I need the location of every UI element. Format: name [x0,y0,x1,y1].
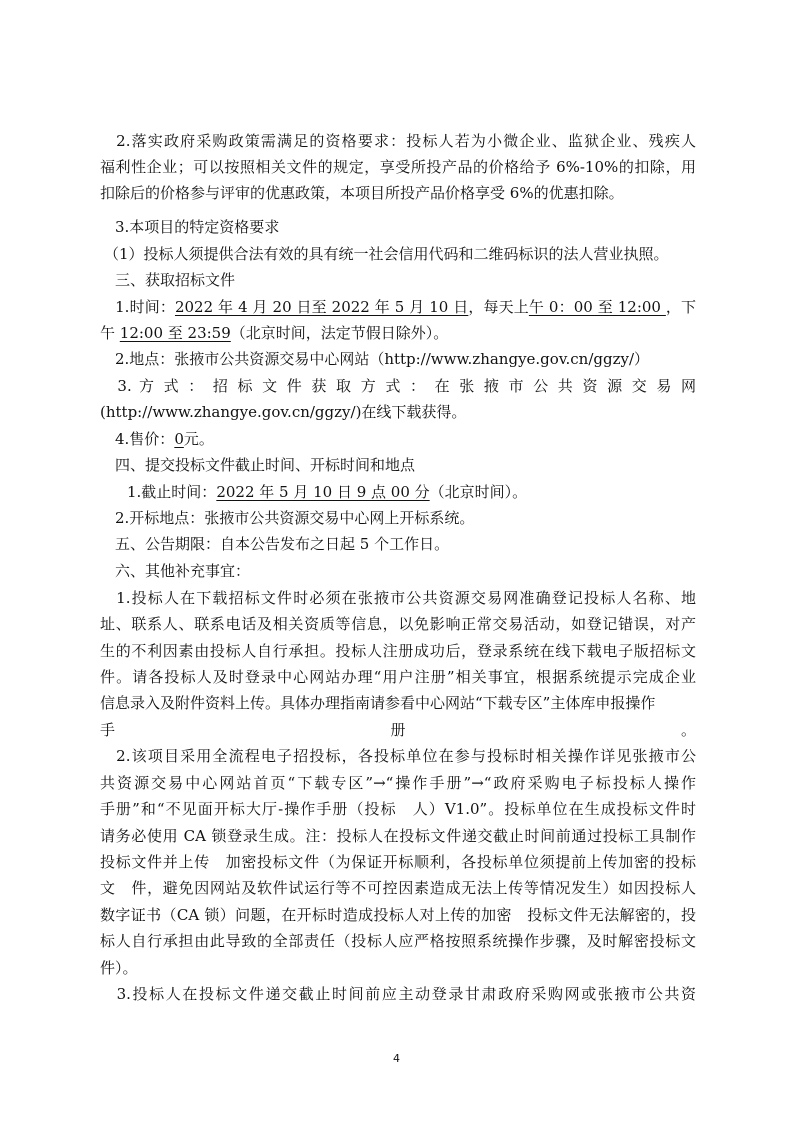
text-line: 六、其他补充事宜： [100,562,251,580]
text-line: 件。请各投标人及时登录中心网站办理“用户注册”相关事宜，根据系统提示完成企业 [100,668,696,686]
text-line: 四、提交投标文件截止时间、开标时间和地点 [100,456,416,474]
text-line: （1）投标人须提供合法有效的具有统一社会信用代码和二维码标识的法人营业执照。 [104,245,669,263]
text-line: 2.开标地点：张掖市公共资源交易中心网上开标系统。 [100,509,475,527]
text-line [100,297,696,317]
text-line: 2.落实政府采购政策需满足的资格要求：投标人若为小微企业、监狱企业、残疾人 [100,132,696,150]
text-line: 手册”和“不见面开标大厅-操作手册（投标 人）V1.0”。投标单位在生成投标文件时 [100,800,696,818]
text-segment: 4.售价： [100,430,175,448]
text-line: (http://www.zhangye.gov.cn/ggzy/)在线下载获得。 [100,403,467,421]
text-line [100,429,696,449]
text-segment: 1.时间： [100,298,175,316]
text-segment: ，每天上 [468,298,529,316]
text-line: 扣除后的价格参与评审的优惠政策，本项目所投产品价格享受 6%的优惠扣除。 [100,184,624,202]
text-segment: 元。 [183,430,214,448]
text-line: 标人自行承担由此导致的全部责任（投标人应严格按照系统操作步骤，及时解密投标文 [100,932,696,950]
text-line: 文 件，避免因网站及软件试运行等不可控因素造成无法上传等情况发生）如因投标人 [100,879,696,897]
underlined-field: 午 0：00 至 12:00 [528,298,666,316]
underlined-field: 0 [174,430,184,448]
text-segment: 1.截止时间： [112,483,217,501]
text-line: 3.本项目的特定资格要求 [100,218,280,236]
underlined-field: 2022 年 5 月 10 日 9 点 00 分 [216,483,430,501]
text-line: 址、联系人、联系电话及相关资质等信息，以免影响正常交易活动，如登记错误，对产 [100,615,696,633]
text-line: 3. 方 式 ： 招 标 文 件 获 取 方 式 ： 在 张 掖 市 公 共 资 源 交 易 网 [100,377,696,395]
text-line: 请务必使用 CA 锁登录生成。注：投标人在投标文件递交截止时间前通过投标工具制作 [100,827,696,845]
text-segment: （北京时间，法定节假日除外）。 [230,324,449,342]
text-line: 生的不利因素由投标人自行承担。投标人注册成功后，登录系统在线下载电子版招标文 [100,642,696,660]
text-line: 2.地点：张掖市公共资源交易中心网站（http://www.zhangye.gov.cn/ggzy/） [100,350,650,368]
text-line: 三、获取招标文件 [100,271,236,289]
text-line: 五、公告期限：自本公告发布之日起 5 个工作日。 [100,535,450,553]
text-line: 福利性企业；可以按照相关文件的规定，享受所投产品的价格给予 6%-10%的扣除，用 [100,158,696,176]
text-line: 3.投标人在投标文件递交截止时间前应主动登录甘肃政府采购网或张掖市公共资 [100,985,696,1003]
page-number: 4 [393,1052,400,1065]
text-line: 信息录入及附件资料上传。具体办理指南请参看中心网站“下载专区”主体库申报操作 [100,694,656,712]
text-line: 投标文件并上传 加密投标文件（为保证开标顺利，各投标单位须提前上传加密的投标 [100,853,696,871]
text-segment: 午 [100,324,120,342]
text-segment: （北京时间）。 [429,483,528,501]
text-line: 1.投标人在下载招标文件时必须在张掖市公共资源交易网准确登记投标人名称、地 [100,589,696,607]
text-line [100,323,696,343]
text-line: 共资源交易中心网站首页“下载专区”→“操作手册”→“政府采购电子标投标人操作 [100,774,696,792]
text-line: 数字证书（CA 锁）问题，在开标时造成投标人对上传的加密 投标文件无法解密的，投 [100,906,696,924]
text-line: 手册。 [100,721,696,739]
underlined-field: 12:00 至 23:59 [119,324,231,342]
text-segment: ，下 [665,298,696,316]
text-line: 2.该项目采用全流程电子招投标，各投标单位在参与投标时相关操作详见张掖市公 [100,747,696,765]
underlined-field: 2022 年 4 月 20 日至 2022 年 5 月 10 日 [174,298,469,316]
text-line [112,482,708,502]
text-line: 件）。 [100,959,138,977]
